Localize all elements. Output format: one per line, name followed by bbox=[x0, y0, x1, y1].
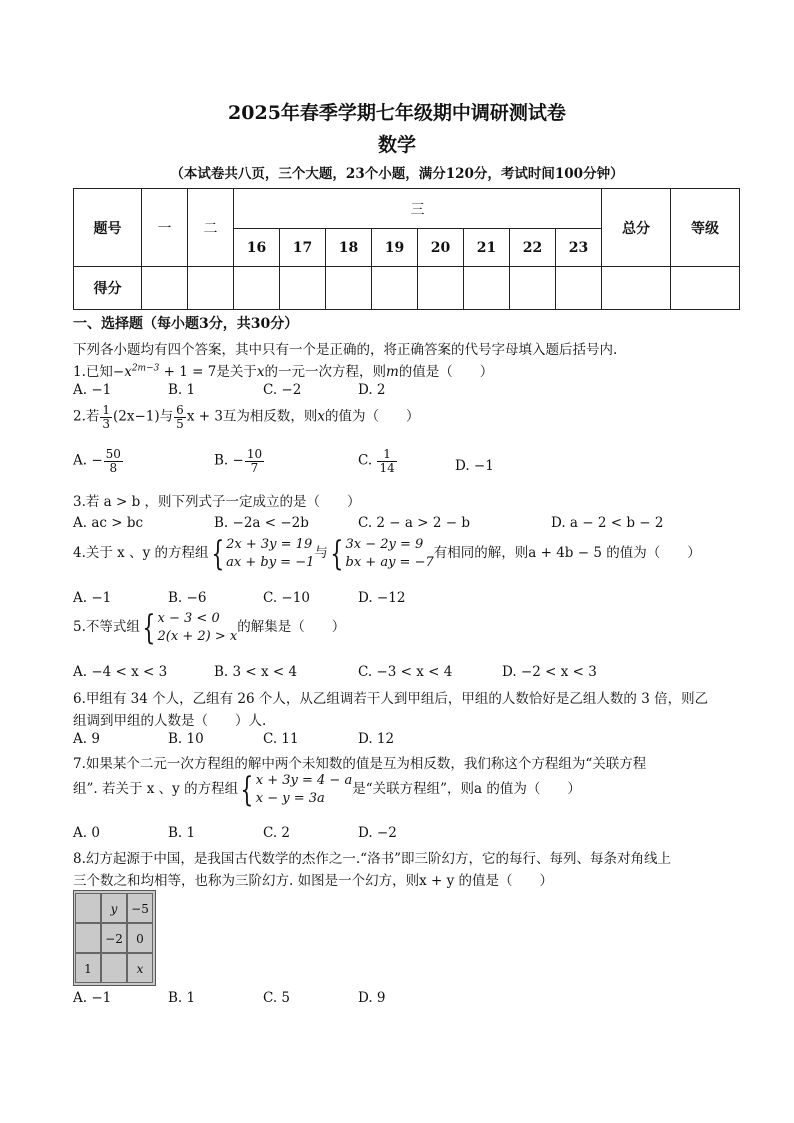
question-5: 5.不等式组{ x − 3 < 0 2(x + 2) > x 的解集是（ ） bbox=[73, 607, 346, 648]
q7-option-d[interactable]: D. −2 bbox=[358, 825, 397, 841]
q3-option-d[interactable]: D. a − 2 < b − 2 bbox=[551, 515, 664, 531]
q2-option-a[interactable]: A. − $\frac{50}{8}$ bbox=[73, 447, 121, 475]
question-7-line-1: 7.如果某个二元一次方程组的解中两个未知数的值是互为相反数，我们称这个方程组为“关联方程 bbox=[73, 756, 647, 772]
exam-note: （本试卷共八页，三个大题，23个小题，满分120分，考试时间100分钟） bbox=[170, 166, 624, 182]
magic-cell: 1 bbox=[75, 953, 101, 983]
score-cell[interactable] bbox=[142, 267, 188, 310]
q7-option-a[interactable]: A. 0 bbox=[73, 825, 100, 841]
header-part-3: 三 bbox=[234, 189, 602, 229]
score-cell[interactable] bbox=[326, 267, 372, 310]
q6-option-d[interactable]: D. 12 bbox=[358, 731, 395, 747]
question-6-line-2: 组调到甲组的人数是（ ）人. bbox=[73, 713, 267, 729]
header-q19: 19 bbox=[372, 229, 418, 267]
q2-option-c[interactable]: C. $\frac{1}{14}$ bbox=[358, 447, 395, 475]
header-part-2: 二 bbox=[188, 189, 234, 267]
q4-option-d[interactable]: D. −12 bbox=[358, 590, 406, 606]
q4-option-b[interactable]: B. −6 bbox=[168, 590, 207, 606]
score-cell[interactable] bbox=[188, 267, 234, 310]
q4-option-c[interactable]: C. −10 bbox=[263, 590, 310, 606]
header-q22: 22 bbox=[510, 229, 556, 267]
score-cell[interactable] bbox=[671, 267, 740, 310]
q1-option-d[interactable]: D. 2 bbox=[358, 382, 386, 398]
score-cell[interactable] bbox=[602, 267, 671, 310]
magic-cell: x bbox=[127, 953, 153, 983]
header-grade: 等级 bbox=[671, 189, 740, 267]
row-score-label: 得分 bbox=[74, 267, 142, 310]
q2-option-b[interactable]: B. − $\frac{10}{7}$ bbox=[214, 447, 263, 475]
exam-title: 2025年春季学期七年级期中调研测试卷 bbox=[228, 102, 566, 124]
score-cell[interactable] bbox=[372, 267, 418, 310]
section-1-intro: 下列各小题均有四个答案，其中只有一个是正确的，将正确答案的代号字母填入题后括号内. bbox=[73, 342, 618, 358]
q5-option-a[interactable]: A. −4 < x < 3 bbox=[73, 664, 168, 680]
q1-option-c[interactable]: C. −2 bbox=[263, 382, 302, 398]
q6-option-a[interactable]: A. 9 bbox=[73, 731, 100, 747]
q6-option-c[interactable]: C. 11 bbox=[263, 731, 299, 747]
header-q21: 21 bbox=[464, 229, 510, 267]
question-7-line-2: 组”. 若关于 x 、y 的方程组{ x + 3y = 4 − a x − y = 3a 是“关联方程组”，则a 的值为（ ） bbox=[73, 769, 581, 810]
question-8-line-1: 8.幻方起源于中国，是我国古代数学的杰作之一.“洛书”即三阶幻方，它的每行、每列、每条对角线上 bbox=[73, 851, 671, 867]
header-question-no: 题号 bbox=[74, 189, 142, 267]
magic-cell: y bbox=[101, 893, 127, 923]
q7-option-b[interactable]: B. 1 bbox=[168, 825, 196, 841]
q3-option-a[interactable]: A. ac > bc bbox=[73, 515, 144, 531]
question-4: 4.关于 x 、y 的方程组{ 2x + 3y = 19 ax + by = −1 与{ 3x − 2y = 9 bx + ay = −7 有相同的解，则a + 4b − 5 的值为（ ） bbox=[73, 533, 701, 574]
header-q16: 16 bbox=[234, 229, 280, 267]
q6-option-b[interactable]: B. 10 bbox=[168, 731, 204, 747]
section-1-title: 一、选择题（每小题3分，共30分） bbox=[73, 316, 299, 332]
header-total: 总分 bbox=[602, 189, 671, 267]
score-cell[interactable] bbox=[280, 267, 326, 310]
question-8-line-2: 三个数之和均相等，也称为三阶幻方. 如图是一个幻方，则x + y 的值是（ ） bbox=[73, 873, 554, 889]
header-q23: 23 bbox=[556, 229, 602, 267]
q8-option-d[interactable]: D. 9 bbox=[358, 990, 386, 1006]
score-cell[interactable] bbox=[556, 267, 602, 310]
header-q18: 18 bbox=[326, 229, 372, 267]
q5-option-c[interactable]: C. −3 < x < 4 bbox=[358, 664, 453, 680]
subject-title: 数学 bbox=[377, 134, 416, 156]
header-q20: 20 bbox=[418, 229, 464, 267]
header-q17: 17 bbox=[280, 229, 326, 267]
score-cell[interactable] bbox=[510, 267, 556, 310]
q2-option-d[interactable]: D. −1 bbox=[455, 458, 494, 474]
magic-cell bbox=[75, 923, 101, 953]
question-6-line-1: 6.甲组有 34 个人，乙组有 26 个人，从乙组调若干人到甲组后，甲组的人数恰好是乙组人数的 3 倍，则乙 bbox=[73, 691, 709, 707]
question-1: 1.已知$-x^{2m-3} + 1 = 7$是关于x的一元一次方程，则m的值是（ ） bbox=[73, 363, 494, 380]
q5-option-b[interactable]: B. 3 < x < 4 bbox=[214, 664, 298, 680]
magic-cell: −2 bbox=[101, 923, 127, 953]
q5-option-d[interactable]: D. −2 < x < 3 bbox=[502, 664, 597, 680]
q1-option-b[interactable]: B. 1 bbox=[168, 382, 196, 398]
q8-option-a[interactable]: A. −1 bbox=[73, 990, 112, 1006]
q7-option-c[interactable]: C. 2 bbox=[263, 825, 291, 841]
score-cell[interactable] bbox=[418, 267, 464, 310]
q8-option-c[interactable]: C. 5 bbox=[263, 990, 291, 1006]
q4-option-a[interactable]: A. −1 bbox=[73, 590, 112, 606]
q3-option-c[interactable]: C. 2 − a > 2 − b bbox=[358, 515, 470, 531]
q3-option-b[interactable]: B. −2a < −2b bbox=[214, 515, 309, 531]
header-part-1: 一 bbox=[142, 189, 188, 267]
question-2: 2.若 $\frac{1}{3}$ (2x−1)与 $\frac{6}{5}$ x + 3互为相反数，则x的值为（ ） bbox=[73, 403, 420, 431]
score-cell[interactable] bbox=[234, 267, 280, 310]
magic-cell bbox=[75, 893, 101, 923]
score-cell[interactable] bbox=[464, 267, 510, 310]
question-3: 3.若 a > b ，则下列式子一定成立的是（ ） bbox=[73, 494, 361, 510]
q8-option-b[interactable]: B. 1 bbox=[168, 990, 196, 1006]
score-table bbox=[73, 188, 740, 310]
magic-cell: −5 bbox=[127, 893, 153, 923]
q1-option-a[interactable]: A. −1 bbox=[73, 382, 112, 398]
magic-square-image bbox=[73, 890, 156, 986]
magic-cell bbox=[101, 953, 127, 983]
magic-cell: 0 bbox=[127, 923, 153, 953]
